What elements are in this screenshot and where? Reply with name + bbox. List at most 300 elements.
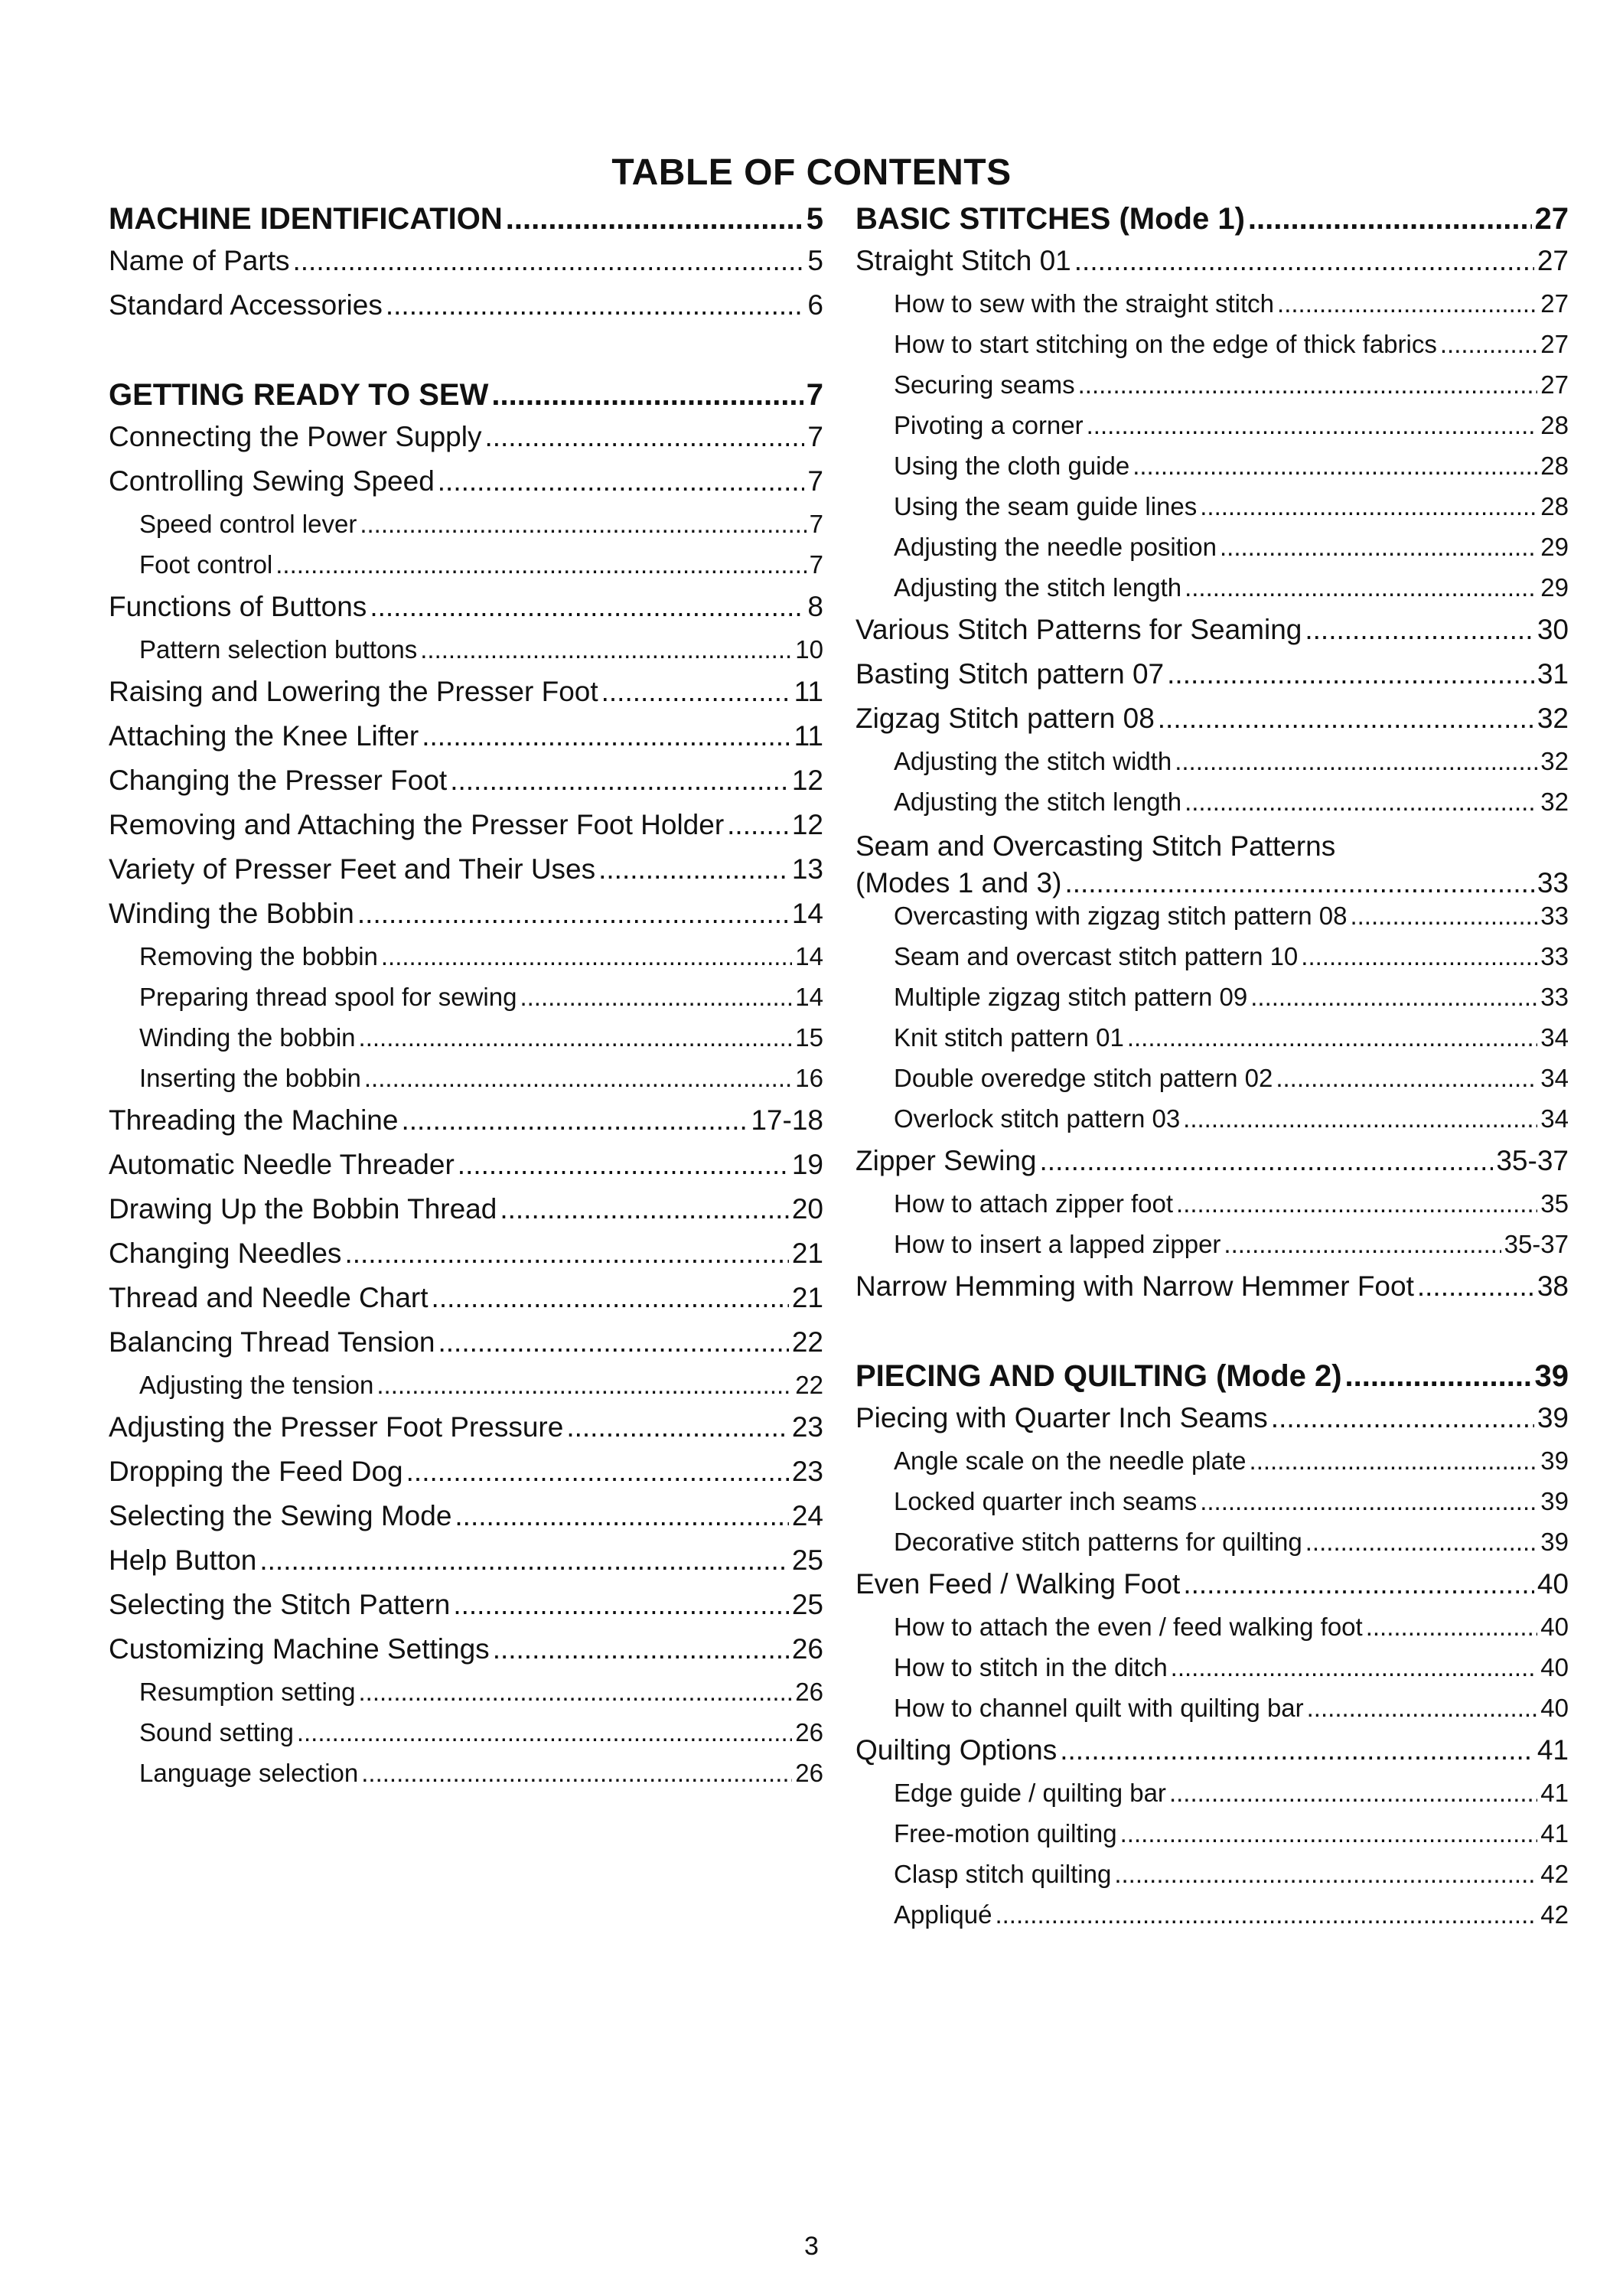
toc-entry[interactable] — [109, 1193, 823, 1238]
toc-entry-title: GETTING READY TO SEW — [109, 378, 489, 412]
toc-entry-title: Overlock stitch pattern 03 — [894, 1104, 1181, 1133]
toc-entry-page: 22 — [795, 1371, 823, 1399]
toc-entry[interactable] — [855, 1487, 1569, 1528]
toc-entry-page: 29 — [1540, 573, 1569, 602]
toc-entry-page: 40 — [1540, 1694, 1569, 1722]
toc-entry-page: 7 — [809, 510, 823, 538]
toc-entry-title: Standard Accessories — [109, 289, 383, 321]
toc-entry-page: 39 — [1540, 1487, 1569, 1515]
toc-entry[interactable] — [855, 1900, 1569, 1941]
toc-entry[interactable] — [109, 1678, 823, 1718]
toc-entry-title-continued: (Modes 1 and 3) — [855, 867, 1062, 899]
leader-dots — [406, 1456, 789, 1488]
toc-entry[interactable] — [109, 1371, 823, 1411]
leader-dots — [1183, 1568, 1534, 1600]
leader-dots — [1133, 452, 1537, 481]
toc-entry[interactable] — [855, 1694, 1569, 1734]
toc-entry-page: 23 — [791, 1456, 823, 1487]
toc-entry-title: Various Stitch Patterns for Seaming — [855, 614, 1302, 645]
toc-entry-title: Resumption setting — [139, 1678, 356, 1706]
leader-dots — [386, 289, 805, 321]
toc-entry[interactable] — [855, 492, 1569, 533]
toc-entry[interactable] — [855, 942, 1569, 983]
toc-entry[interactable] — [855, 1860, 1569, 1900]
toc-entry[interactable] — [855, 370, 1569, 411]
toc-entry[interactable] — [855, 245, 1569, 289]
leader-dots — [727, 809, 789, 841]
leader-dots — [601, 676, 791, 708]
toc-entry-title: Adjusting the stitch length — [894, 788, 1182, 816]
toc-entry-title: Edge guide / quilting bar — [894, 1779, 1166, 1807]
toc-entry-page: 19 — [791, 1149, 823, 1180]
toc-entry[interactable] — [855, 703, 1569, 747]
toc-entry[interactable] — [855, 1023, 1569, 1064]
toc-entry[interactable] — [109, 591, 823, 635]
toc-entry-title: Winding the bobbin — [139, 1023, 356, 1052]
leader-dots — [1158, 703, 1534, 735]
toc-entry-page: 5 — [807, 245, 823, 276]
toc-entry-page: 32 — [1540, 747, 1569, 775]
toc-entry-page: 30 — [1537, 614, 1569, 645]
toc-entry-page: 7 — [807, 465, 823, 497]
toc-entry-page: 39 — [1534, 1359, 1569, 1393]
toc-entry-title: Seam and overcast stitch pattern 10 — [894, 942, 1299, 970]
toc-entry-title: Overcasting with zigzag stitch pattern 08 — [894, 902, 1348, 930]
toc-entry-page: 41 — [1540, 1779, 1569, 1807]
toc-entry[interactable] — [855, 330, 1569, 370]
toc-entry-title: Customizing Machine Settings — [109, 1633, 490, 1665]
toc-entry-title: Angle scale on the needle plate — [894, 1446, 1247, 1475]
toc-entry-title: Adjusting the Presser Foot Pressure — [109, 1411, 564, 1443]
toc-entry-title: Speed control lever — [139, 510, 357, 538]
toc-entry[interactable] — [855, 983, 1569, 1023]
toc-entry-title: Inserting the bobbin — [139, 1064, 361, 1092]
toc-entry-title: Pattern selection buttons — [139, 635, 418, 664]
leader-dots — [358, 1678, 792, 1707]
toc-entry[interactable] — [109, 1104, 823, 1149]
toc-entry[interactable] — [855, 1145, 1569, 1189]
toc-entry[interactable] — [109, 1456, 823, 1500]
section-gap — [109, 334, 823, 378]
leader-dots — [1074, 245, 1534, 277]
toc-entry[interactable] — [109, 1238, 823, 1282]
leader-dots — [520, 983, 792, 1012]
toc-entry-title: Appliqué — [894, 1900, 992, 1929]
toc-entry[interactable] — [855, 533, 1569, 573]
toc-entry-title: Removing the bobbin — [139, 942, 378, 970]
toc-entry-title: Preparing thread spool for sewing — [139, 983, 517, 1011]
leader-dots — [1127, 1023, 1537, 1052]
toc-entry-title: Zipper Sewing — [855, 1145, 1037, 1176]
toc-entry-page: 42 — [1540, 1900, 1569, 1929]
toc-entry[interactable] — [109, 465, 823, 510]
toc-entry-page: 25 — [791, 1544, 823, 1576]
leader-dots — [1200, 1487, 1537, 1516]
toc-entry-title: Controlling Sewing Speed — [109, 465, 435, 497]
toc-entry[interactable] — [855, 828, 1569, 902]
toc-entry-title: Winding the Bobbin — [109, 898, 354, 929]
toc-entry-title: Adjusting the stitch width — [894, 747, 1172, 775]
toc-entry-title: Drawing Up the Bobbin Thread — [109, 1193, 497, 1225]
toc-entry-page: 7 — [807, 421, 823, 452]
toc-entry-title: Thread and Needle Chart — [109, 1282, 429, 1313]
toc-entry[interactable] — [855, 1653, 1569, 1694]
toc-entry-page: 32 — [1537, 703, 1569, 734]
toc-entry-title: Adjusting the tension — [139, 1371, 374, 1399]
toc-entry-title: Sound setting — [139, 1718, 294, 1746]
toc-entry-page: 27 — [1540, 289, 1569, 318]
toc-entry-page: 6 — [807, 289, 823, 321]
toc-entry[interactable] — [855, 747, 1569, 788]
leader-dots — [438, 465, 805, 497]
toc-entry-page: 40 — [1540, 1653, 1569, 1681]
toc-entry[interactable] — [109, 898, 823, 942]
toc-entry[interactable] — [109, 1023, 823, 1064]
toc-entry-title: Threading the Machine — [109, 1104, 399, 1136]
leader-dots — [357, 898, 789, 930]
leader-dots — [566, 1411, 789, 1443]
toc-entry-page: 26 — [795, 1718, 823, 1746]
toc-entry-page: 11 — [794, 676, 823, 707]
toc-entry-title: Straight Stitch 01 — [855, 245, 1071, 276]
leader-dots — [381, 942, 792, 971]
toc-entry[interactable] — [855, 1402, 1569, 1446]
toc-entry[interactable] — [109, 1411, 823, 1456]
toc-entry-title: Decorative stitch patterns for quilting — [894, 1528, 1302, 1556]
toc-entry-title: How to start stitching on the edge of thick fabrics — [894, 330, 1437, 358]
toc-entry-title: Narrow Hemming with Narrow Hemmer Foot — [855, 1270, 1414, 1302]
leader-dots — [361, 1759, 792, 1788]
leader-dots — [1185, 788, 1537, 817]
toc-entry-title: How to stitch in the ditch — [894, 1653, 1168, 1681]
page-number: 3 — [804, 2232, 819, 2261]
toc-entry-page: 28 — [1540, 452, 1569, 480]
toc-entry-page: 31 — [1537, 658, 1569, 690]
toc-entry-page: 28 — [1540, 411, 1569, 439]
toc-entry-page: 27 — [1540, 370, 1569, 399]
toc-entry[interactable] — [855, 1064, 1569, 1104]
leader-dots — [1114, 1860, 1537, 1889]
toc-entry[interactable] — [109, 289, 823, 334]
leader-dots — [1078, 370, 1538, 400]
toc-entry-page: 33 — [1540, 942, 1569, 970]
toc-entry-page: 42 — [1540, 1860, 1569, 1888]
toc-entry-page: 27 — [1537, 245, 1569, 276]
toc-entry[interactable] — [109, 550, 823, 591]
toc-entry[interactable] — [855, 1528, 1569, 1568]
toc-entry-page: 35-37 — [1496, 1145, 1569, 1176]
toc-entry[interactable] — [855, 658, 1569, 703]
toc-entry-page: 39 — [1540, 1446, 1569, 1475]
leader-dots — [1277, 289, 1537, 318]
toc-entry-page: 39 — [1540, 1528, 1569, 1556]
toc-entry-page: 16 — [795, 1064, 823, 1092]
toc-entry-page: 39 — [1537, 1402, 1569, 1433]
toc-entry[interactable] — [855, 1230, 1569, 1270]
toc-entry-title: Changing Needles — [109, 1238, 342, 1269]
toc-entry-page: 10 — [795, 635, 823, 664]
leader-dots — [453, 1589, 789, 1621]
leader-dots — [450, 765, 789, 797]
toc-entry-title: Using the cloth guide — [894, 452, 1130, 480]
toc-entry-title: Pivoting a corner — [894, 411, 1084, 439]
toc-entry-title: Automatic Needle Threader — [109, 1149, 455, 1180]
toc-entry-title: Selecting the Sewing Mode — [109, 1500, 452, 1531]
toc-entry-page: 34 — [1540, 1023, 1569, 1052]
leader-dots — [1175, 747, 1537, 776]
toc-entry[interactable] — [855, 1189, 1569, 1230]
leader-dots — [506, 202, 803, 236]
toc-entry[interactable] — [109, 853, 823, 898]
toc-entry[interactable] — [855, 202, 1569, 245]
toc-entry[interactable] — [855, 1359, 1569, 1402]
toc-entry-page: 33 — [1537, 867, 1569, 899]
toc-entry[interactable] — [109, 1064, 823, 1104]
leader-dots — [1345, 1359, 1532, 1394]
toc-entry-page: 24 — [791, 1500, 823, 1531]
leader-dots — [438, 1326, 789, 1358]
toc-entry-title: Changing the Presser Foot — [109, 765, 448, 796]
leader-dots — [376, 1371, 792, 1400]
toc-entry[interactable] — [855, 1613, 1569, 1653]
leader-dots — [491, 378, 803, 413]
toc-entry-page: 7 — [809, 550, 823, 579]
toc-entry-title: Name of Parts — [109, 245, 290, 276]
leader-dots — [1183, 1104, 1537, 1133]
toc-entry-page: 14 — [795, 942, 823, 970]
toc-entry-title: Foot control — [139, 550, 273, 579]
toc-entry-page: 41 — [1540, 1819, 1569, 1848]
toc-entry-page: 26 — [795, 1759, 823, 1787]
toc-entry-title: Balancing Thread Tension — [109, 1326, 435, 1358]
toc-entry-title: Selecting the Stitch Pattern — [109, 1589, 451, 1620]
leader-dots — [1301, 942, 1537, 971]
leader-dots — [598, 853, 789, 885]
toc-entry[interactable] — [109, 202, 823, 245]
toc-entry-page: 29 — [1540, 533, 1569, 561]
leader-dots — [1171, 1653, 1538, 1682]
toc-entry-page: 26 — [791, 1633, 823, 1665]
toc-entry[interactable] — [109, 378, 823, 421]
toc-entry[interactable] — [109, 245, 823, 289]
toc-entry[interactable] — [855, 411, 1569, 452]
leader-dots — [1120, 1819, 1538, 1848]
leader-dots — [370, 591, 804, 623]
toc-entry-page: 14 — [795, 983, 823, 1011]
toc-entry[interactable] — [109, 635, 823, 676]
toc-entry-page: 17-18 — [751, 1104, 823, 1136]
toc-entry-page: 21 — [791, 1282, 823, 1313]
toc-entry[interactable] — [855, 1568, 1569, 1613]
toc-entry-title: Zigzag Stitch pattern 08 — [855, 703, 1155, 734]
leader-dots — [1307, 1694, 1538, 1723]
toc-entry[interactable] — [109, 676, 823, 720]
toc-entry-title: PIECING AND QUILTING (Mode 2) — [855, 1359, 1342, 1393]
leader-dots — [422, 720, 790, 752]
toc-entry-page: 25 — [791, 1589, 823, 1620]
toc-entry-title: How to sew with the straight stitch — [894, 289, 1275, 318]
toc-entry-page: 20 — [791, 1193, 823, 1225]
toc-entry[interactable] — [855, 1104, 1569, 1145]
leader-dots — [1250, 1446, 1538, 1476]
leader-dots — [360, 510, 806, 539]
toc-right-column — [855, 202, 1569, 1941]
toc-entry-title: Attaching the Knee Lifter — [109, 720, 419, 752]
toc-entry-title: Knit stitch pattern 01 — [894, 1023, 1124, 1052]
toc-entry-title: BASIC STITCHES (Mode 1) — [855, 202, 1245, 236]
toc-entry-title: Language selection — [139, 1759, 359, 1787]
leader-dots — [500, 1193, 789, 1225]
leader-dots — [1350, 902, 1537, 931]
toc-entry-page: 23 — [791, 1411, 823, 1443]
toc-entry[interactable] — [109, 765, 823, 809]
toc-entry-page: 27 — [1540, 330, 1569, 358]
toc-entry-page: 32 — [1540, 788, 1569, 816]
toc-entry[interactable] — [109, 809, 823, 853]
toc-entry[interactable] — [855, 452, 1569, 492]
leader-dots — [1169, 1779, 1537, 1808]
toc-entry[interactable] — [109, 421, 823, 465]
toc-entry-title: Free-motion quilting — [894, 1819, 1117, 1848]
toc-entry-title: How to attach the even / feed walking foot — [894, 1613, 1363, 1641]
toc-entry[interactable] — [855, 1270, 1569, 1315]
toc-left-column — [109, 202, 823, 1799]
toc-entry[interactable] — [109, 1282, 823, 1326]
leader-dots — [344, 1238, 788, 1270]
leader-dots — [1200, 492, 1537, 521]
toc-entry-title: Quilting Options — [855, 1734, 1058, 1766]
toc-entry-page: 41 — [1537, 1734, 1569, 1766]
toc-entry-page: 11 — [794, 720, 823, 752]
toc-entry-page: 34 — [1540, 1064, 1569, 1092]
toc-entry-page: 40 — [1540, 1613, 1569, 1641]
toc-entry[interactable] — [109, 1718, 823, 1759]
leader-dots — [1060, 1734, 1534, 1766]
toc-entry[interactable] — [109, 510, 823, 550]
toc-entry-title: Functions of Buttons — [109, 591, 367, 622]
toc-entry[interactable] — [109, 1633, 823, 1678]
toc-entry-title: Dropping the Feed Dog — [109, 1456, 403, 1487]
toc-entry-page: 40 — [1537, 1568, 1569, 1600]
leader-dots — [364, 1064, 792, 1093]
toc-entry[interactable] — [109, 1326, 823, 1371]
leader-dots — [1366, 1613, 1538, 1642]
leader-dots — [1064, 865, 1533, 902]
toc-entry-title: Removing and Attaching the Presser Foot Holder — [109, 809, 725, 840]
page-title: TABLE OF CONTENTS — [611, 152, 1012, 193]
toc-entry-page: 33 — [1540, 983, 1569, 1011]
leader-dots — [1305, 614, 1533, 646]
toc-entry-title: How to channel quilt with quilting bar — [894, 1694, 1304, 1722]
leader-dots — [1224, 1230, 1501, 1259]
toc-entry-page: 35-37 — [1504, 1230, 1569, 1258]
leader-dots — [1250, 983, 1537, 1012]
toc-entry[interactable] — [855, 614, 1569, 658]
toc-entry-title: Piecing with Quarter Inch Seams — [855, 1402, 1268, 1433]
leader-dots — [1248, 202, 1532, 236]
leader-dots — [275, 550, 806, 579]
toc-entry-title: Locked quarter inch seams — [894, 1487, 1198, 1515]
toc-entry-title: Basting Stitch pattern 07 — [855, 658, 1165, 690]
toc-entry-page: 22 — [791, 1326, 823, 1358]
toc-entry-page: 13 — [791, 853, 823, 885]
toc-entry[interactable] — [109, 1589, 823, 1633]
toc-entry-title: Adjusting the stitch length — [894, 573, 1182, 602]
toc-entry[interactable] — [855, 1446, 1569, 1487]
leader-dots — [995, 1900, 1537, 1929]
toc-entry[interactable] — [109, 942, 823, 983]
toc-entry-page: 8 — [807, 591, 823, 622]
toc-entry-page: 15 — [795, 1023, 823, 1052]
leader-dots — [1220, 533, 1537, 562]
toc-entry[interactable] — [855, 1734, 1569, 1779]
toc-entry[interactable] — [855, 788, 1569, 828]
toc-entry-page: 12 — [791, 809, 823, 840]
leader-dots — [1276, 1064, 1537, 1093]
toc-entry-title: Help Button — [109, 1544, 257, 1576]
leader-dots — [292, 245, 804, 277]
leader-dots — [401, 1104, 748, 1137]
toc-entry[interactable] — [855, 573, 1569, 614]
toc-entry-page: 34 — [1540, 1104, 1569, 1133]
toc-entry-title: Connecting the Power Supply — [109, 421, 482, 452]
leader-dots — [458, 1149, 789, 1181]
toc-entry-page: 33 — [1540, 902, 1569, 930]
leader-dots — [1087, 411, 1538, 440]
toc-entry[interactable] — [855, 289, 1569, 330]
toc-entry-page: 26 — [795, 1678, 823, 1706]
toc-entry[interactable] — [109, 983, 823, 1023]
leader-dots — [493, 1633, 789, 1665]
toc-entry-title: Seam and Overcasting Stitch Patterns — [855, 830, 1336, 862]
toc-entry-title: Clasp stitch quilting — [894, 1860, 1112, 1888]
leader-dots — [297, 1718, 792, 1747]
toc-entry-title: Securing seams — [894, 370, 1075, 399]
leader-dots — [1271, 1402, 1534, 1434]
toc-entry-title: How to attach zipper foot — [894, 1189, 1174, 1218]
leader-dots — [1417, 1270, 1534, 1303]
leader-dots — [484, 421, 804, 453]
toc-entry-title: MACHINE IDENTIFICATION — [109, 202, 503, 236]
toc-entry-page: 12 — [791, 765, 823, 796]
toc-entry[interactable] — [855, 1819, 1569, 1860]
toc-entry[interactable] — [855, 1779, 1569, 1819]
toc-entry-page: 5 — [806, 202, 823, 236]
toc-entry-page: 35 — [1540, 1189, 1569, 1218]
toc-entry-title: Variety of Presser Feet and Their Uses — [109, 853, 596, 885]
leader-dots — [1440, 330, 1537, 359]
toc-entry[interactable] — [109, 1759, 823, 1799]
toc-entry[interactable] — [855, 902, 1569, 942]
toc-entry-title: Multiple zigzag stitch pattern 09 — [894, 983, 1248, 1011]
leader-dots — [1185, 573, 1537, 602]
leader-dots — [1167, 658, 1534, 690]
leader-dots — [1305, 1528, 1538, 1557]
toc-entry-page: 14 — [791, 898, 823, 929]
toc-entry-title: How to insert a lapped zipper — [894, 1230, 1221, 1258]
toc-entry[interactable] — [109, 1500, 823, 1544]
toc-entry[interactable] — [109, 720, 823, 765]
leader-dots — [1040, 1145, 1494, 1177]
section-gap — [855, 1315, 1569, 1359]
toc-entry-page: 27 — [1534, 202, 1569, 236]
leader-dots — [420, 635, 792, 664]
toc-entry[interactable] — [109, 1544, 823, 1589]
leader-dots — [455, 1500, 788, 1532]
toc-entry-page: 38 — [1537, 1270, 1569, 1302]
leader-dots — [432, 1282, 789, 1314]
toc-entry[interactable] — [109, 1149, 823, 1193]
